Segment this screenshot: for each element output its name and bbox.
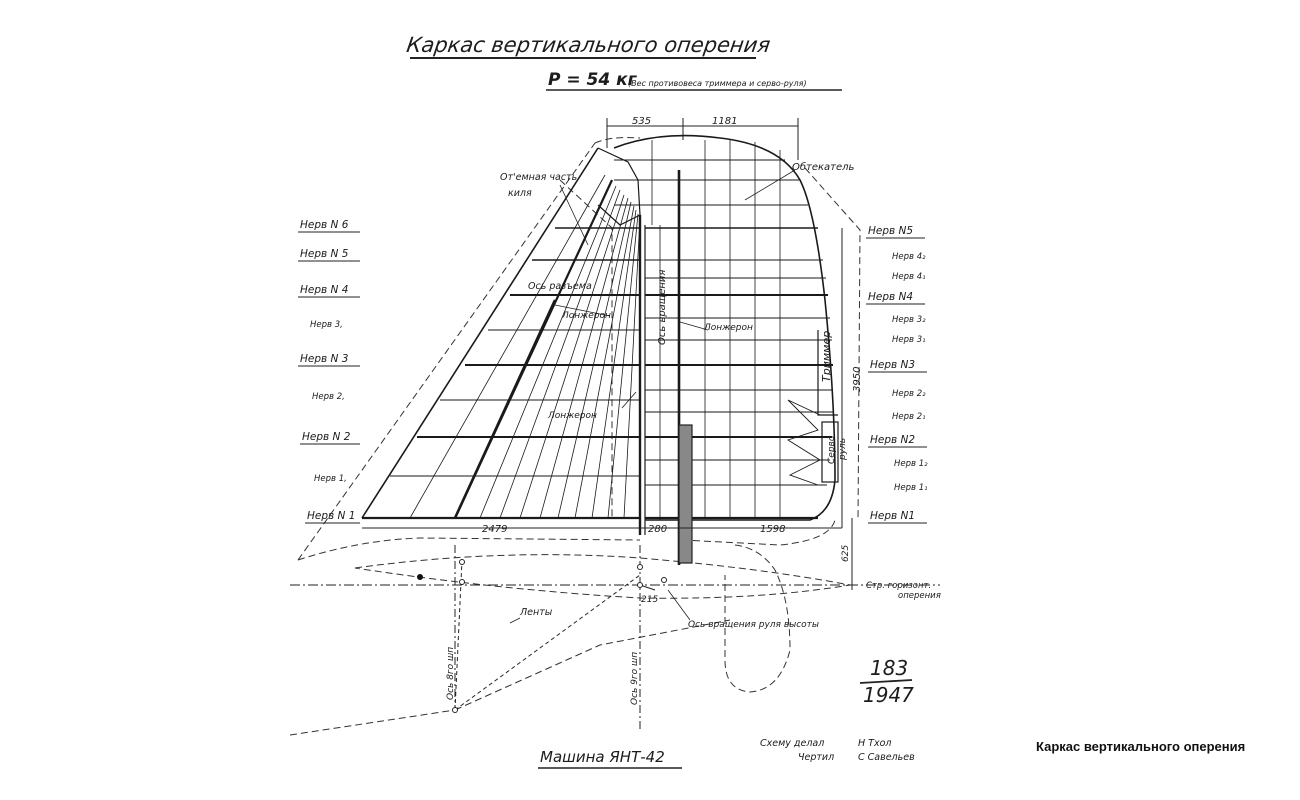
label-servo-1: Серво (827, 435, 837, 464)
left-rib-label: Нерв 3, (310, 320, 343, 330)
made-by-name: Н Тхол (858, 738, 892, 749)
left-rib-label: Нерв N 3 (300, 353, 349, 365)
right-rib-label: Нерв 1₁ (894, 483, 928, 493)
dim-hinge-offset: 215 (641, 595, 659, 605)
weight-label: P = 54 кг (548, 70, 637, 90)
left-rib-label: Нерв N 5 (300, 248, 349, 260)
label-trimmer: Триммер (820, 330, 833, 382)
made-by-label: Схему делал (760, 738, 825, 749)
left-rib-label: Нерв N 2 (302, 431, 351, 443)
dim-base-mid: 280 (648, 524, 668, 535)
label-detachable-2: киля (508, 188, 532, 199)
rib-grid-leading (362, 148, 640, 535)
dim-base-left: 2479 (482, 524, 508, 535)
right-rib-label: Нерв N4 (868, 291, 914, 303)
label-detachable: От'емная часть (500, 172, 578, 183)
label-split-axis: Ось разъема (528, 281, 592, 292)
drawing-title: Каркас вертикального оперения (404, 32, 772, 57)
base-dimensions (362, 228, 852, 590)
label-tapes: Ленты (520, 607, 553, 618)
left-rib-label: Нерв N 6 (300, 219, 349, 231)
drawn-by-name: С Савельев (858, 752, 915, 763)
right-rib-label: Нерв 1₂ (894, 459, 928, 469)
right-rib-label: Нерв N5 (868, 225, 914, 237)
image-caption: Каркас вертикального оперения (1036, 739, 1246, 754)
left-rib-label: Нерв 1, (314, 474, 347, 484)
label-fairing: Обтекатель (792, 162, 855, 173)
label-spar-a: Лонжерон (562, 311, 611, 321)
dim-base-right: 1598 (760, 524, 786, 535)
machine-name: Машина ЯНТ-42 (540, 748, 665, 766)
right-rib-label: Нерв 3₁ (892, 335, 926, 345)
right-rib-labels (868, 225, 928, 522)
sheet-number: 183 (870, 656, 909, 680)
left-rib-labels (300, 219, 355, 522)
right-rib-label: Нерв 3₂ (892, 315, 926, 325)
balance-weight (679, 425, 692, 563)
right-rib-label: Нерв 2₂ (892, 389, 926, 399)
dim-top-right: 1181 (712, 116, 738, 127)
anchor-dot (417, 574, 423, 580)
right-rib-label: Нерв 4₂ (892, 252, 926, 262)
drawn-by-label: Чертил (798, 752, 835, 763)
right-rib-label: Нерв N1 (870, 510, 916, 522)
label-spar-b: Лонжерон (704, 323, 753, 333)
right-rib-label: Нерв N3 (870, 359, 916, 371)
left-rib-label: Нерв 2, (312, 392, 345, 402)
label-spar-c: Лонжерон (548, 411, 597, 421)
right-rib-label: Нерв N2 (870, 434, 916, 446)
dim-top-left: 535 (632, 116, 652, 127)
dim-height: 3950 (852, 366, 863, 392)
left-rib-label: Нерв N 4 (300, 284, 349, 296)
label-frame-8: Ось 8го шп (446, 646, 456, 700)
dim-stab-offset: 625 (841, 544, 851, 562)
label-stab-chord-2: оперения (898, 591, 941, 601)
weight-note: (Вес противовеса триммера и серво-руля) (628, 79, 807, 88)
sheet-year: 1947 (863, 683, 914, 707)
right-rib-label: Нерв 2₁ (892, 412, 926, 422)
left-rib-label: Нерв N 1 (307, 510, 356, 522)
label-servo-2: руль (838, 437, 848, 460)
label-rotation-axis: Ось вращения (657, 269, 668, 345)
label-elevator-axis: Ось вращения руля высоты (688, 620, 820, 630)
label-frame-9: Ось 9го шп (630, 651, 640, 705)
right-rib-label: Нерв 4₁ (892, 272, 926, 282)
label-stab-chord: Стр. горизонт. (866, 581, 932, 591)
rib-grid-rudder (614, 136, 838, 565)
